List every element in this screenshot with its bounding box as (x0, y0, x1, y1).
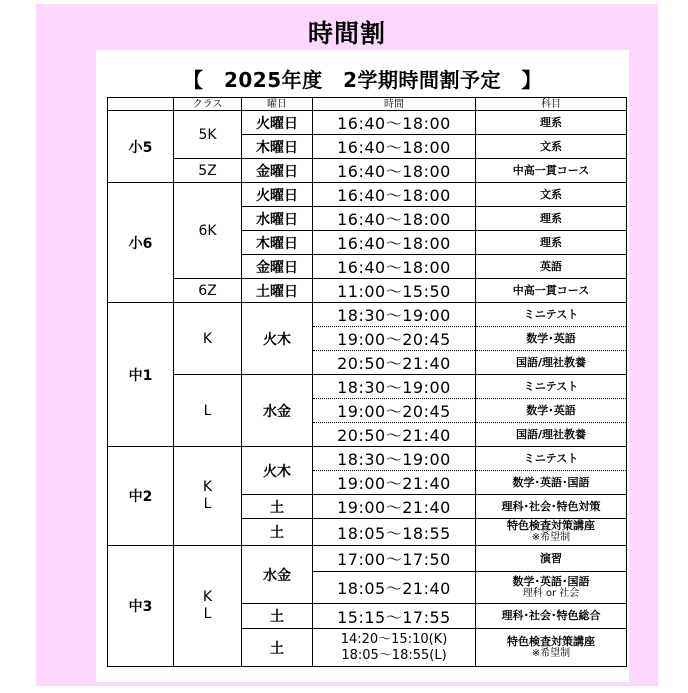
subject-cell: 数学･英語･国語 (476, 471, 627, 495)
time-l: 18:05〜18:55(L) (341, 647, 447, 663)
time-cell: 16:40〜18:00 (313, 207, 476, 231)
time-cell: 16:40〜18:00 (313, 159, 476, 183)
subject-cell: 数学･英語 (476, 327, 627, 351)
time-cell: 18:05〜21:40 (313, 572, 476, 604)
subject-cell: 数学･英語 (476, 399, 627, 423)
class-cell: 5Z (174, 159, 242, 183)
class-label-l: L (203, 606, 212, 622)
day-cell: 金曜日 (242, 159, 313, 183)
time-cell: 16:40〜18:00 (313, 231, 476, 255)
table-row (108, 183, 627, 207)
subject-cell: 理系 (476, 231, 627, 255)
table-row (108, 303, 627, 327)
subject-cell: 中高一貫コース (476, 159, 627, 183)
day-cell: 火曜日 (242, 111, 313, 135)
timetable (107, 97, 627, 667)
day-cell: 土 (242, 495, 313, 519)
timetable-sheet (96, 50, 629, 682)
sheet-title: 【 2025年度 2学期時間割予定 】 (182, 68, 543, 92)
table-row (108, 447, 627, 471)
day-cell: 土曜日 (242, 279, 313, 303)
time-cell: 15:15〜17:55 (313, 604, 476, 629)
subject-cell: 理系 (476, 207, 627, 231)
day-cell: 金曜日 (242, 255, 313, 279)
day-cell: 水曜日 (242, 207, 313, 231)
subject-note: ※希望制 (531, 647, 571, 659)
time-cell: 16:40〜18:00 (313, 111, 476, 135)
subject-text: 特色検査対策講座 (507, 519, 595, 532)
day-cell: 火木 (242, 447, 313, 495)
grade-cell: 中3 (108, 546, 174, 667)
day-cell: 火木 (242, 303, 313, 375)
class-cell: L (174, 375, 242, 447)
day-cell: 木曜日 (242, 231, 313, 255)
header-class: クラス (174, 98, 242, 111)
header-row (108, 98, 627, 111)
subject-cell (476, 572, 627, 604)
day-cell: 土 (242, 629, 313, 667)
class-cell (174, 447, 242, 546)
time-cell: 16:40〜18:00 (313, 255, 476, 279)
header-day: 曜日 (242, 98, 313, 111)
class-cell: K (174, 303, 242, 375)
grade-cell: 中1 (108, 303, 174, 447)
time-cell: 19:00〜20:45 (313, 399, 476, 423)
class-label-k: K (202, 589, 213, 605)
table-row (108, 279, 627, 303)
header-time: 時間 (313, 98, 476, 111)
day-cell: 火曜日 (242, 183, 313, 207)
grade-cell: 小6 (108, 183, 174, 303)
subject-cell: 文系 (476, 135, 627, 159)
header-grade (108, 98, 174, 111)
class-cell (174, 546, 242, 667)
grade-cell: 中2 (108, 447, 174, 546)
time-cell: 18:30〜19:00 (313, 303, 476, 327)
time-cell: 11:00〜15:50 (313, 279, 476, 303)
time-cell: 20:50〜21:40 (313, 423, 476, 447)
subject-cell: ミニテスト (476, 303, 627, 327)
subject-cell: 理科･社会･特色総合 (476, 604, 627, 629)
class-cell: 5K (174, 111, 242, 159)
time-cell: 16:40〜18:00 (313, 183, 476, 207)
table-row (108, 546, 627, 572)
time-k: 14:20〜15:10(K) (340, 631, 448, 647)
grade-cell: 小5 (108, 111, 174, 183)
time-cell: 19:00〜20:45 (313, 327, 476, 351)
subject-cell: 理科･社会･特色対策 (476, 495, 627, 519)
time-cell (313, 629, 476, 667)
table-row (108, 159, 627, 183)
header-subject: 科目 (476, 98, 627, 111)
subject-text: 特色検査対策講座 (507, 634, 595, 648)
subject-note: ※希望制 (531, 532, 571, 543)
time-cell: 17:00〜17:50 (313, 546, 476, 572)
subject-cell: ミニテスト (476, 375, 627, 399)
subject-cell: 国語/理社教養 (476, 423, 627, 447)
day-cell: 木曜日 (242, 135, 313, 159)
subject-cell: 国語/理社教養 (476, 351, 627, 375)
page-title: 時間割 (307, 19, 386, 48)
subject-cell: ミニテスト (476, 447, 627, 471)
subject-cell: 英語 (476, 255, 627, 279)
day-cell: 水金 (242, 375, 313, 447)
subject-text: 数学･英語･国語 (512, 574, 590, 588)
subject-cell: 演習 (476, 546, 627, 572)
class-label-l: L (203, 496, 212, 512)
time-cell: 18:30〜19:00 (313, 375, 476, 399)
day-cell: 土 (242, 519, 313, 546)
subject-cell: 理系 (476, 111, 627, 135)
time-cell: 19:00〜21:40 (313, 471, 476, 495)
class-label-stack (203, 479, 212, 513)
class-label-k: K (202, 479, 213, 495)
time-cell: 18:30〜19:00 (313, 447, 476, 471)
subject-cell (476, 629, 627, 667)
subject-cell: 文系 (476, 183, 627, 207)
time-cell: 19:00〜21:40 (313, 495, 476, 519)
table-row (108, 375, 627, 399)
day-cell: 水金 (242, 546, 313, 604)
class-label-stack (203, 589, 212, 623)
subject-note: 理科 or 社会 (522, 587, 580, 599)
time-cell: 20:50〜21:40 (313, 351, 476, 375)
day-cell: 土 (242, 604, 313, 629)
subject-cell: 中高一貫コース (476, 279, 627, 303)
page-frame (36, 4, 658, 686)
time-cell: 18:05〜18:55 (313, 519, 476, 546)
subject-cell (476, 519, 627, 546)
class-cell: 6Z (174, 279, 242, 303)
class-cell: 6K (174, 183, 242, 279)
time-cell: 16:40〜18:00 (313, 135, 476, 159)
table-row (108, 111, 627, 135)
